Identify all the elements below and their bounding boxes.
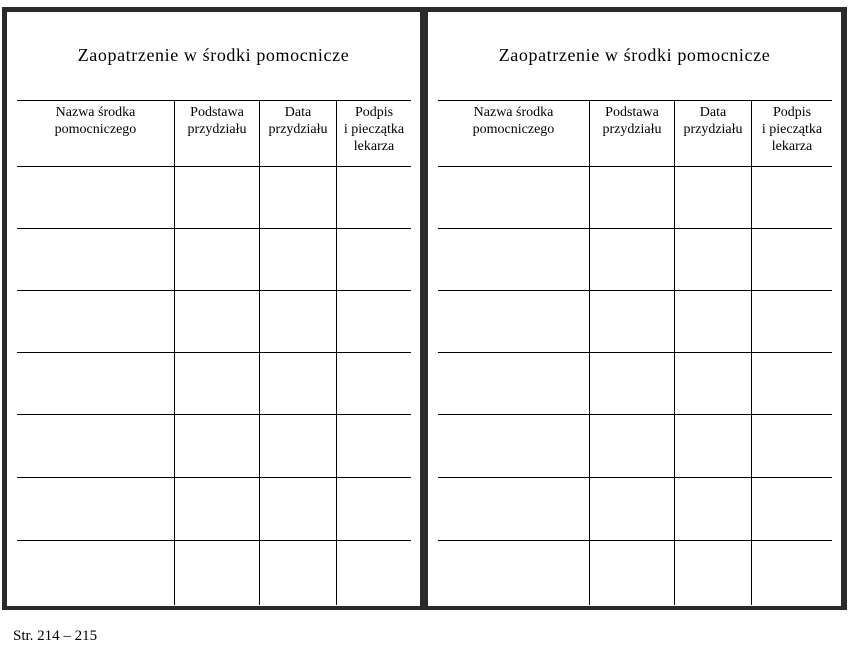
column-rule: [751, 100, 752, 605]
row-rule: [438, 477, 832, 478]
row-rule: [438, 352, 832, 353]
column-rule: [259, 100, 260, 605]
header-rule: [438, 166, 832, 167]
row-rule: [438, 540, 832, 541]
page-title: Zaopatrzenie w środki pomocnicze: [77, 45, 350, 65]
page-reference: Str. 214 – 215: [13, 628, 98, 644]
header-rule: [17, 166, 411, 167]
row-rule: [17, 290, 411, 291]
column-header-date: Data przydziału: [268, 105, 328, 137]
column-header-signature: Podpis i pieczątka lekarza: [343, 105, 405, 154]
row-rule: [17, 352, 411, 353]
row-rule: [438, 290, 832, 291]
page-title: Zaopatrzenie w środki pomocnicze: [498, 45, 771, 65]
row-rule: [438, 414, 832, 415]
supplies-table: [17, 100, 411, 605]
left-page: [7, 12, 420, 606]
column-header-basis: Podstawa przydziału: [187, 105, 247, 137]
column-header-date: Data przydziału: [683, 105, 743, 137]
column-rule: [336, 100, 337, 605]
booklet-spread: [2, 7, 847, 610]
column-rule: [174, 100, 175, 605]
row-rule: [17, 228, 411, 229]
right-page: [428, 12, 841, 606]
row-rule: [438, 228, 832, 229]
column-rule: [589, 100, 590, 605]
column-header-name: Nazwa środka pomocniczego: [54, 105, 137, 137]
column-header-signature: Podpis i pieczątka lekarza: [761, 105, 823, 154]
column-rule: [674, 100, 675, 605]
column-header-basis: Podstawa przydziału: [602, 105, 662, 137]
supplies-table: [438, 100, 832, 605]
spine-divider: [420, 7, 428, 610]
table-top-rule: [438, 100, 832, 101]
row-rule: [17, 477, 411, 478]
column-header-name: Nazwa środka pomocniczego: [472, 105, 555, 137]
row-rule: [17, 540, 411, 541]
table-top-rule: [17, 100, 411, 101]
row-rule: [17, 414, 411, 415]
